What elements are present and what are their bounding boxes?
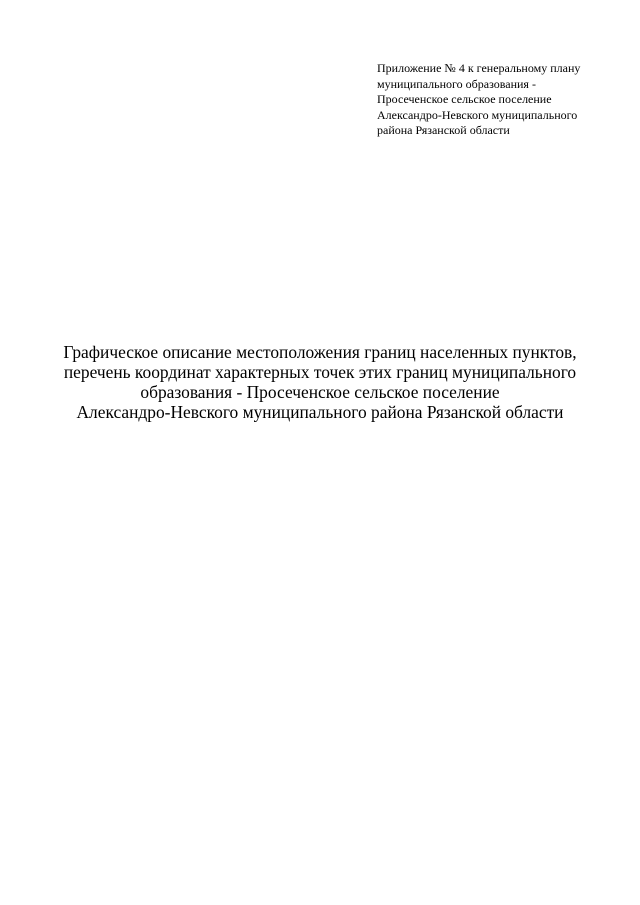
appendix-note-line: Приложение № 4 к генеральному плану bbox=[377, 61, 581, 75]
document-title-line: Графическое описание местоположения границ населенных пунктов, bbox=[63, 342, 577, 362]
appendix-note-line: Просеченское сельское поселение bbox=[377, 92, 552, 106]
document-title-line: образования - Просеченское сельское поселение bbox=[140, 382, 500, 402]
appendix-note-line: муниципального образования - bbox=[377, 76, 536, 91]
document-title-line: перечень координат характерных точек этих границ муниципального bbox=[63, 362, 577, 382]
appendix-note-line: района Рязанской области bbox=[377, 123, 510, 137]
appendix-note-line: Александро-Невского муниципального bbox=[377, 107, 578, 122]
appendix-note bbox=[377, 61, 617, 139]
document-title bbox=[40, 342, 600, 422]
document-title-line: Александро-Невского муниципального района Рязанской области bbox=[76, 402, 564, 422]
